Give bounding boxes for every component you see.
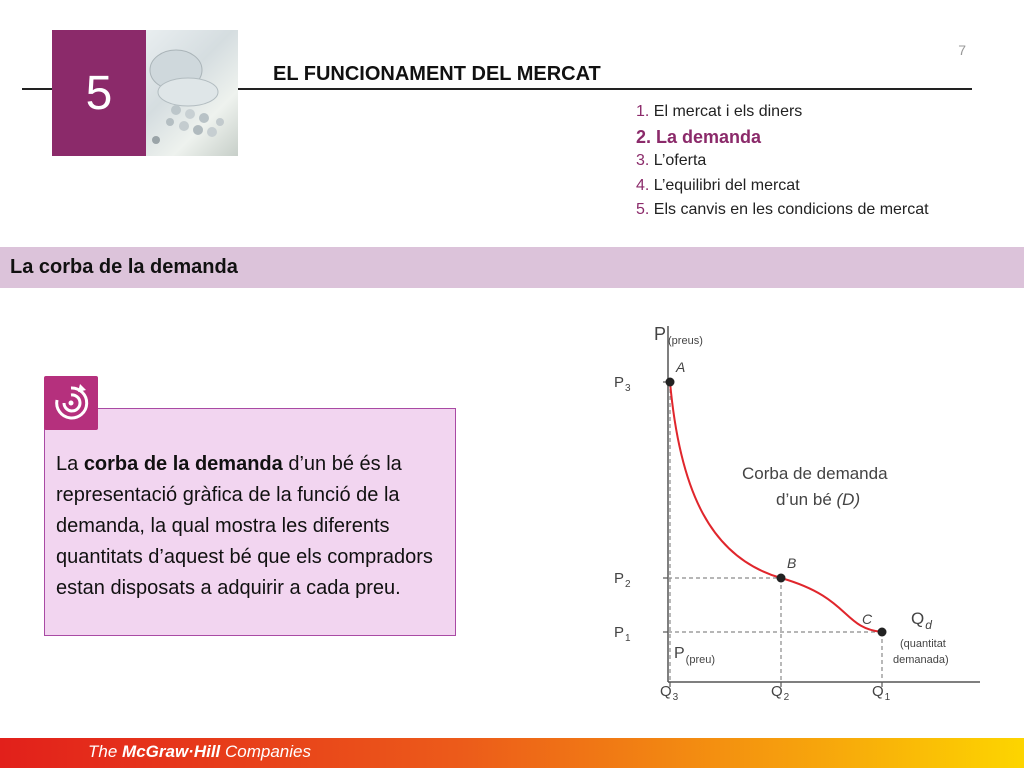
y-tick-label-C: $P_1$ xyxy=(614,624,631,644)
y-tick-label-A: $P_3$ xyxy=(614,374,631,394)
definition-icon xyxy=(44,376,98,430)
y-axis-label: P $_{(preus)}$ xyxy=(654,324,703,347)
y-tick-label-B: $P_2$ xyxy=(614,570,631,590)
point-B xyxy=(777,574,786,583)
table-of-contents xyxy=(636,100,929,223)
toc-item-4[interactable]: 4. L’equilibri del mercat xyxy=(636,176,800,194)
chapter-title: EL FUNCIONAMENT DEL MERCAT xyxy=(273,63,607,86)
section-title-band xyxy=(0,247,1024,288)
definition-box: La corba de la demanda d’un bé és la representació gràfica de la funció de la demanda, la qual mostra les diferents quantitats d’aquest bé que els compradors estan disposats a adquirir a cada preu. xyxy=(44,408,456,636)
curve-label-line2: d’un bé (D) xyxy=(776,490,861,509)
x-axis-note-1: (quantitat xyxy=(900,638,946,650)
chapter-number: 5 xyxy=(85,66,113,120)
point-label-A: A xyxy=(676,359,686,375)
demand-chart xyxy=(600,316,990,706)
x-axis-note-2: demanada) xyxy=(893,654,949,666)
x-tick-label-C: $Q_1$ xyxy=(872,683,891,703)
x-tick-label-A: $Q_3$ xyxy=(660,683,679,703)
point-A xyxy=(666,378,675,387)
x-tick-label-B: $Q_2$ xyxy=(771,683,790,703)
chapter-number-tile xyxy=(52,30,146,156)
toc-item-1[interactable]: 1. El mercat i els diners xyxy=(636,103,803,120)
definition-term: corba de la demanda xyxy=(83,453,283,475)
point-label-C: C xyxy=(862,611,873,627)
chapter-photo-art xyxy=(146,30,238,156)
origin-label: $P_{(preu)}$ xyxy=(674,645,716,666)
chapter-photo xyxy=(146,30,238,156)
toc-item-5[interactable]: 5. Els canvis en les condicions de mercat xyxy=(636,201,929,218)
point-label-B: B xyxy=(787,555,797,571)
section-title: La corba de la demanda xyxy=(10,256,238,278)
point-C xyxy=(878,628,887,637)
x-axis-label: $Q_d$ xyxy=(911,609,932,632)
page-number: 7 xyxy=(958,42,966,58)
publisher-logo: The McGraw·Hill Companies xyxy=(88,742,311,761)
toc-item-2-active[interactable]: 2. La demanda xyxy=(636,126,762,147)
footer-bar xyxy=(0,738,1024,768)
curve-label-line1: Corba de demanda xyxy=(742,464,888,483)
toc-item-3[interactable]: 3. L’oferta xyxy=(636,152,707,169)
